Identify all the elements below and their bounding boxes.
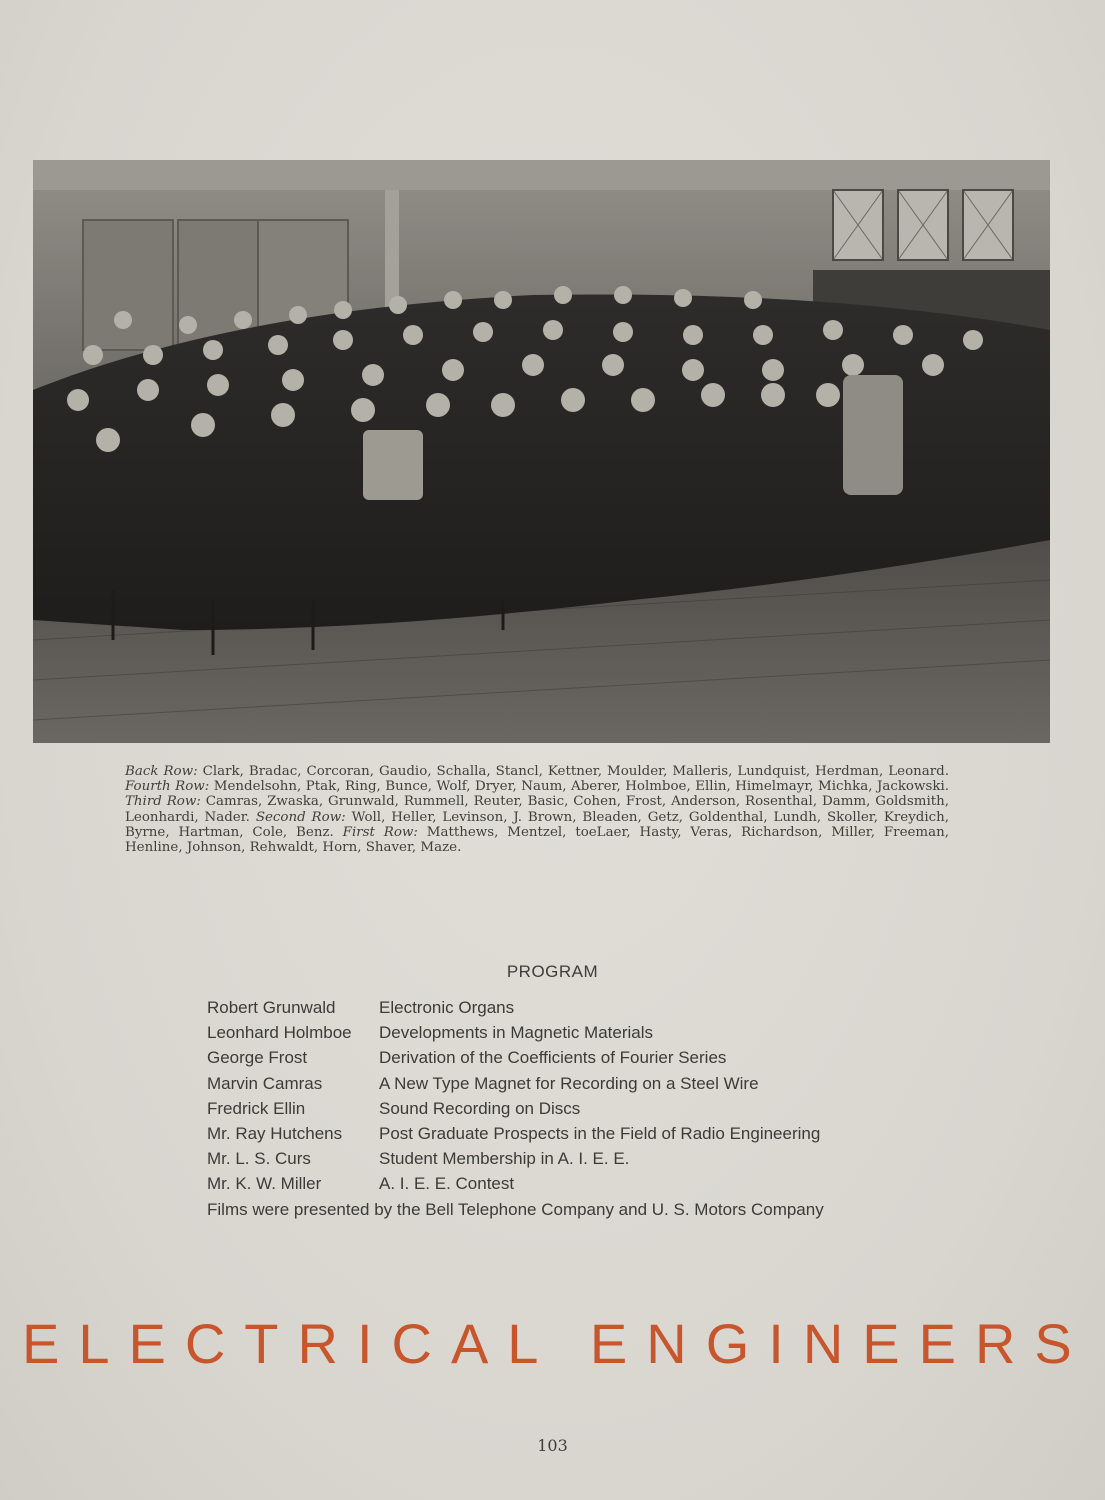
page-number: 103 (537, 1436, 568, 1455)
caption-row-label: Third Row: (125, 794, 201, 810)
group-photo-icon (33, 160, 1050, 743)
program-item (207, 998, 927, 1023)
program-speaker: Robert Grunwald (207, 998, 336, 1017)
films-note: Films were presented by the Bell Telephone Company and U. S. Motors Company (207, 1199, 824, 1219)
program-topic: A New Type Magnet for Recording on a Steel Wire (379, 1073, 759, 1093)
caption-row-names: Clark, Bradac, Corcoran, Gaudio, Schalla, Stancl, Kettner, Moulder, Malleris, Lundquist, Herdman, Leonard. (202, 764, 950, 779)
program-item (207, 1149, 927, 1174)
caption-row-names: Camras, Zwaska, Grunwald, Rummell, Reuter, Basic, Cohen, Frost, Anderson, Rosenthal, Damm, Goldsmith, Leonhardi, Nader. (125, 794, 949, 825)
caption-row-label: Second Row: (255, 809, 346, 825)
caption-row-label: First Row: (342, 824, 418, 840)
program-item (207, 1174, 927, 1199)
program-speaker: Mr. K. W. Miller (207, 1174, 322, 1194)
program-topic: A. I. E. E. Contest (379, 1174, 515, 1194)
program-topic: Post Graduate Prospects in the Field of Radio Engineering (379, 1123, 821, 1143)
caption-row-names: Mendelsohn, Ptak, Ring, Bunce, Wolf, Dryer, Naum, Aberer, Holmboe, Ellin, Himelmayr, Michka, Jackowski. (213, 779, 949, 795)
program-topic: Electronic Organs (379, 998, 515, 1017)
program-topic: Derivation of the Coefficients of Fourier Series (379, 1048, 727, 1068)
program-list (207, 998, 927, 1225)
program-speaker: George Frost (207, 1048, 308, 1068)
program-item (207, 1099, 927, 1124)
program-topic: Developments in Magnetic Materials (379, 1023, 654, 1043)
program-topic: Student Membership in A. I. E. E. (379, 1149, 630, 1169)
caption-row-label: Fourth Row: (125, 779, 210, 795)
program-speaker: Mr. L. S. Curs (207, 1149, 311, 1169)
group-photo (33, 160, 1050, 743)
program-speaker: Fredrick Ellin (207, 1098, 306, 1118)
program-item (207, 1048, 927, 1073)
program-speaker: Leonhard Holmboe (207, 1023, 352, 1043)
program-speaker: Mr. Ray Hutchens (207, 1123, 343, 1143)
caption-row-names: Woll, Heller, Levinson, J. Brown, Bleaden, Getz, Goldenthal, Lundh, Skoller, Kreydich, Byrne, Hartman, Cole, Benz. (125, 809, 950, 840)
caption-row-label: Back Row: (125, 764, 198, 779)
program-item (207, 1124, 927, 1149)
program-speaker: Marvin Camras (207, 1073, 323, 1093)
program-title: PROGRAM (506, 962, 599, 981)
program-topic: Sound Recording on Discs (379, 1098, 581, 1118)
program-item (207, 1074, 927, 1099)
section-title: ELECTRICAL ENGINEERS (22, 1312, 1091, 1375)
caption-row-names: Matthews, Mentzel, toeLaer, Hasty, Veras, Richardson, Miller, Freeman, Henline, Johnson, Rehwaldt, Horn, Shaver, Maze. (125, 824, 949, 856)
photo-caption (125, 764, 949, 855)
program-item (207, 1023, 927, 1048)
